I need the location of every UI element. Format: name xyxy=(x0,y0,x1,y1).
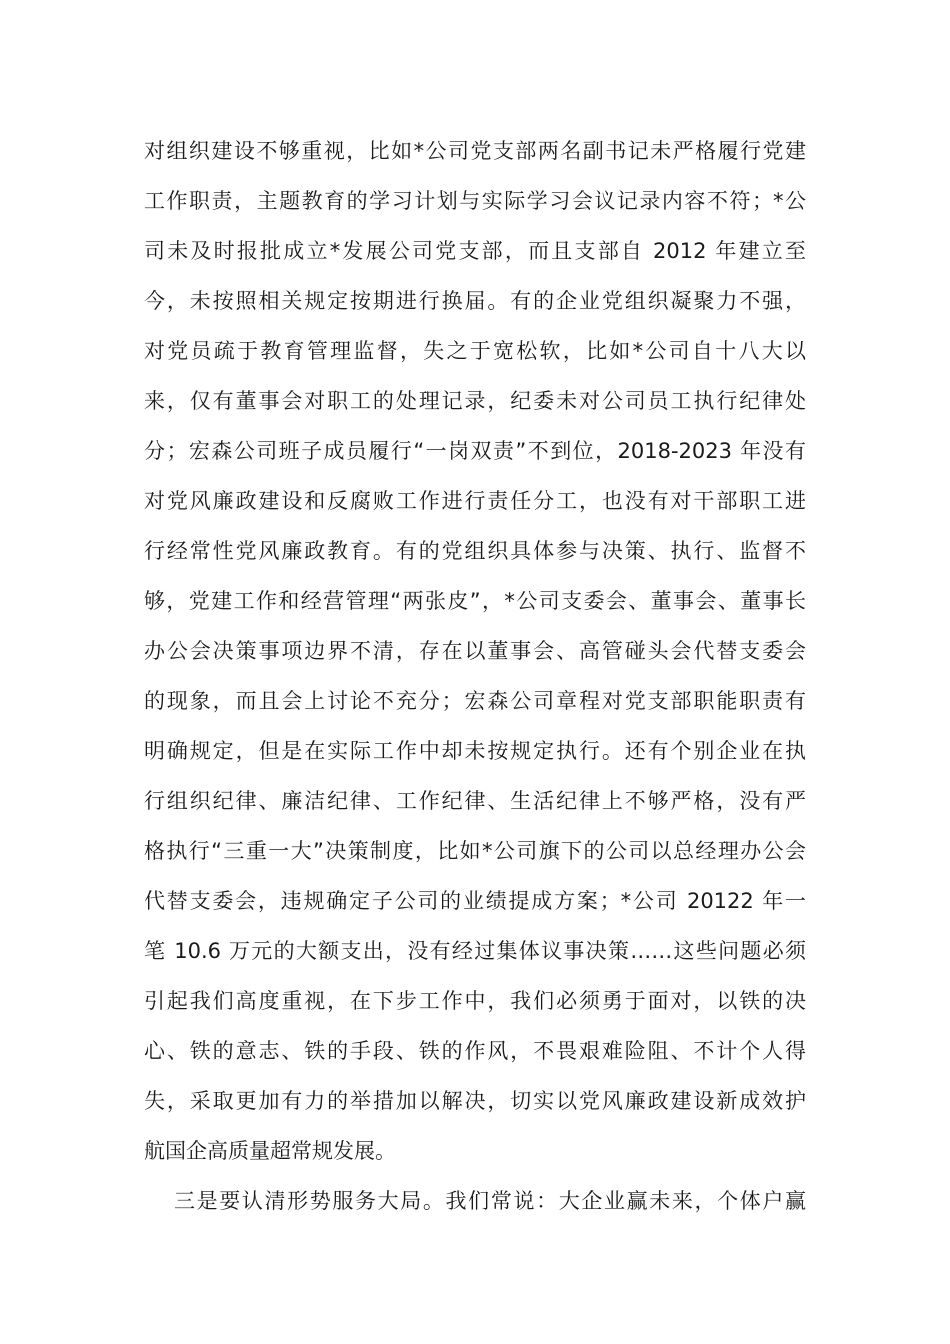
text-line: 行经常性党风廉政教育。有的党组织具体参与决策、执行、监督不 xyxy=(144,539,806,563)
text-line: 对组织建设不够重视，比如*公司党支部两名副书记未严格履行党建 xyxy=(144,139,806,163)
text-line: 代替支委会，违规确定子公司的业绩提成方案；*公司 20122 年一 xyxy=(144,889,806,913)
text-line: 今，未按照相关规定按期进行换届。有的企业党组织凝聚力不强， xyxy=(144,289,806,313)
text-line: 对党风廉政建设和反腐败工作进行责任分工，也没有对干部职工进 xyxy=(144,489,806,513)
text-line: 格执行“三重一大”决策制度，比如*公司旗下的公司以总经理办公会 xyxy=(144,839,806,863)
paragraph-2 xyxy=(144,1176,806,1226)
text-line: 三是要认清形势服务大局。我们常说：大企业赢未来，个体户赢 xyxy=(174,1189,806,1213)
document-body xyxy=(144,126,806,1226)
text-line: 办公会决策事项边界不清，存在以董事会、高管碰头会代替支委会 xyxy=(144,639,806,663)
text-line: 够，党建工作和经营管理“两张皮”，*公司支委会、董事会、董事长 xyxy=(144,589,806,613)
text-line: 失，采取更加有力的举措加以解决，切实以党风廉政建设新成效护 xyxy=(144,1089,806,1113)
paragraph-1 xyxy=(144,126,806,1176)
text-line: 司未及时报批成立*发展公司党支部，而且支部自 2012 年建立至 xyxy=(144,239,806,263)
text-line: 航国企高质量超常规发展。 xyxy=(144,1139,396,1163)
text-line: 来，仅有董事会对职工的处理记录，纪委未对公司员工执行纪律处 xyxy=(144,389,806,413)
text-line: 明确规定，但是在实际工作中却未按规定执行。还有个别企业在执 xyxy=(144,739,806,763)
text-line: 分；宏森公司班子成员履行“一岗双责”不到位，2018-2023 年没有 xyxy=(144,439,806,463)
text-line: 行组织纪律、廉洁纪律、工作纪律、生活纪律上不够严格，没有严 xyxy=(144,789,806,813)
text-line: 对党员疏于教育管理监督，失之于宽松软，比如*公司自十八大以 xyxy=(144,339,806,363)
text-line: 工作职责，主题教育的学习计划与实际学习会议记录内容不符；*公 xyxy=(144,189,806,213)
text-line: 心、铁的意志、铁的手段、铁的作风，不畏艰难险阻、不计个人得 xyxy=(144,1039,806,1063)
text-line: 的现象，而且会上讨论不充分；宏森公司章程对党支部职能职责有 xyxy=(144,689,806,713)
text-line: 引起我们高度重视，在下步工作中，我们必须勇于面对，以铁的决 xyxy=(144,989,806,1013)
text-line: 笔 10.6 万元的大额支出，没有经过集体议事决策……这些问题必须 xyxy=(144,939,806,963)
